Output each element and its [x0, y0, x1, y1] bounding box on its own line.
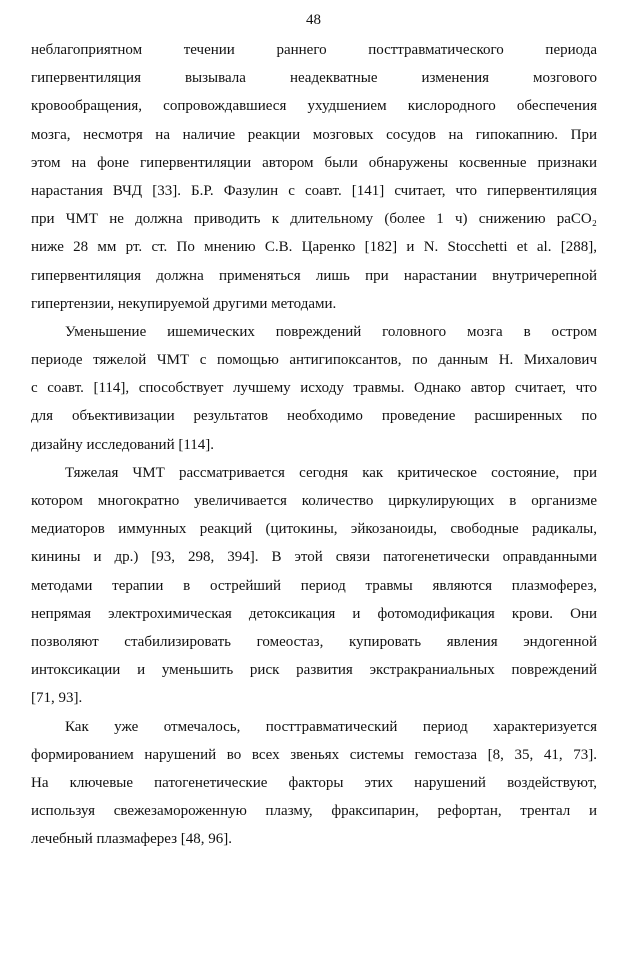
text-line: кровообращения, сопровождавшиеся ухудшением кислородного обеспечения	[31, 98, 597, 115]
text-line: котором многократно увеличивается количество циркулирующих в организме	[31, 493, 597, 509]
text-line: Тяжелая ЧМТ рассматривается сегодня как критическое состояние, при	[65, 464, 597, 481]
text-line: гипервентиляция вызывала неадекватные изменения мозгового	[31, 70, 597, 87]
text-line: гипертензии, некупируемой другими методами.	[31, 295, 337, 312]
text-line: нарастания ВЧД [33]. Б.Р. Фазулин с соавт. [141] считает, что гипервентиляция	[31, 182, 597, 199]
text-line: мозга, несмотря на наличие реакции мозговых сосудов на гипокапнию. При	[31, 126, 597, 143]
text-line: лечебный плазмаферез [48, 96].	[31, 831, 233, 848]
text-line: методами терапии в острейший период травмы являются плазмоферез,	[31, 577, 597, 594]
text-line: формированием нарушений во всех звеньях системы гемостаза [8, 35, 41, 73].	[31, 746, 597, 763]
text-line: Уменьшение ишемических повреждений головного мозга в остром	[65, 323, 597, 340]
text-line: с соавт. [114], способствует лучшему исходу травмы. Однако автор считает, что	[31, 380, 597, 397]
text-line: кинины и др.) [93, 298, 394]. В этой связи патогенетически оправданными	[31, 549, 597, 566]
text-line: гипервентиляция должна применяться лишь при нарастании внутричерепной	[31, 267, 597, 284]
text-line: ниже 28 мм рт. ст. По мнению С.В. Царенко [182] и N. Stocchetti et al. [288],	[31, 239, 597, 256]
text-line: для объективизации результатов необходимо проведение расширенных по	[31, 408, 597, 425]
document-body	[31, 36, 597, 853]
text-line: при ЧМТ не должна приводить к длительному (более 1 ч) снижению paCO₂	[31, 211, 597, 228]
text-line: периоде тяжелой ЧМТ с помощью антигипоксантов, по данным Н. Михалович	[31, 352, 597, 369]
text-line: На ключевые патогенетические факторы этих нарушений воздействуют,	[31, 774, 597, 791]
text-line: используя свежезамороженную плазму, фраксипарин, рефортан, трентал и	[31, 803, 597, 820]
text-line: неблагоприятном течении раннего посттравматического периода	[31, 42, 597, 58]
text-line: дизайну исследований [114].	[31, 436, 215, 453]
page-number: 48	[306, 12, 321, 28]
text-line: интоксикации и уменьшить риск развития экстракраниальных повреждений	[31, 662, 597, 679]
text-line: медиаторов иммунных реакций (цитокины, эйкозаноиды, свободные радикалы,	[31, 521, 597, 538]
text-line: этом на фоне гипервентиляции автором были обнаружены косвенные признаки	[31, 154, 597, 171]
text-line: позволяют стабилизировать гомеостаз, купировать явления эндогенной	[31, 633, 597, 650]
text-line: Как уже отмечалось, посттравматический период характеризуется	[65, 718, 597, 735]
text-line: непрямая электрохимическая детоксикация и фотомодификация крови. Они	[31, 605, 597, 622]
text-line: [71, 93].	[31, 690, 83, 707]
